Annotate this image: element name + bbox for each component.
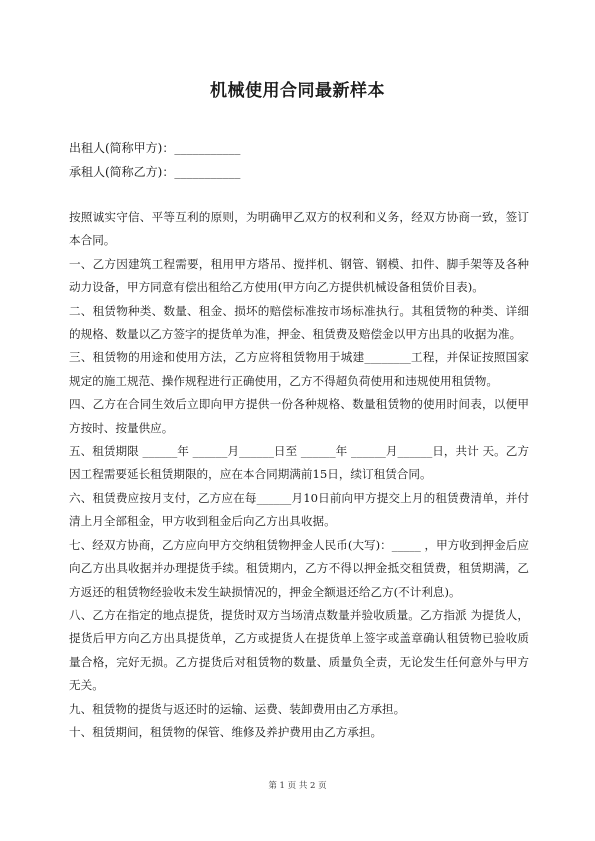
page-number-footer: 第 1 页 共 2 页	[268, 781, 327, 791]
contract-body	[69, 206, 529, 744]
paragraph-clause-6: 六、租赁费应按月支付，乙方应在每______月10日前向甲方提交上月的租赁费清单，并付清上月全部租金，甲方收到租金后向乙方出具收据。	[69, 490, 529, 529]
paragraph-clause-5: 五、租赁期限 ______年 ______月______日至 ______年 ______月______日，共计 天。乙方因工程需要延长租赁期限的，应在本合同期满前15日，续订租赁合同。	[69, 444, 529, 482]
paragraph-preamble: 按照诚实守信、平等互利的原则，为明确甲乙双方的权利和义务，经双方协商一致，签订本合同。	[69, 210, 529, 248]
paragraph-clause-3: 三、租赁物的用途和使用方法，乙方应将租赁物用于城建________工程，并保证按照国家规定的施工规范、操作规程进行正确使用，乙方不得超负荷使用和违规使用租赁物。	[69, 350, 529, 388]
document-title: 机械使用合同最新样本	[210, 81, 385, 101]
paragraph-clause-7: 七、经双方协商，乙方应向甲方交纳租赁物押金人民币(大写)：_____ ，甲方收到押金后应向乙方出具收据并办理提货手续。租赁期内，乙方不得以押金抵交租赁费，租赁期满，乙方返还的租赁物经验收未发生缺损情况的，押金全额退还给乙方(不计利息)。	[69, 537, 529, 599]
paragraph-clause-9: 九、租赁物的提货与返还时的运输、运费、装卸费用由乙方承担。	[69, 701, 406, 716]
paragraph-clause-10: 十、租赁期间，租赁物的保管、维修及养护费用由乙方承担。	[69, 724, 383, 739]
lessor-line: 出租人(简称甲方)：___________	[69, 141, 241, 155]
paragraph-clause-2: 二、租赁物种类、数量、租金、损坏的赔偿标准按市场标准执行。其租赁物的种类、详细的规格、数量以乙方签字的提货单为准，押金、租赁费及赔偿金以甲方出具的收据为准。	[69, 303, 529, 342]
paragraph-clause-8: 八、乙方在指定的地点提货，提货时双方当场清点数量并验收质量。乙方指派 为提货人，提货后甲方向乙方出具提货单，乙方或提货人在提货单上签字或盖章确认租赁物已验收质量合格，完好无损。乙方提货后对租赁物的数量、质量负全责，无论发生任何意外与甲方无关。	[69, 607, 529, 693]
paragraph-clause-4: 四、乙方在合同生效后立即向甲方提供一份各种规格、数量租赁物的使用时间表，以便甲方按时、按量供应。	[69, 397, 529, 435]
paragraph-clause-1: 一、乙方因建筑工程需要，租用甲方塔吊、搅拌机、钢管、钢模、扣件、脚手架等及各种动力设备，甲方同意有偿出租给乙方使用(甲方向乙方提供机械设备租赁价目表)。	[69, 256, 529, 295]
lessee-line: 承租人(简称乙方)：___________	[69, 165, 241, 179]
